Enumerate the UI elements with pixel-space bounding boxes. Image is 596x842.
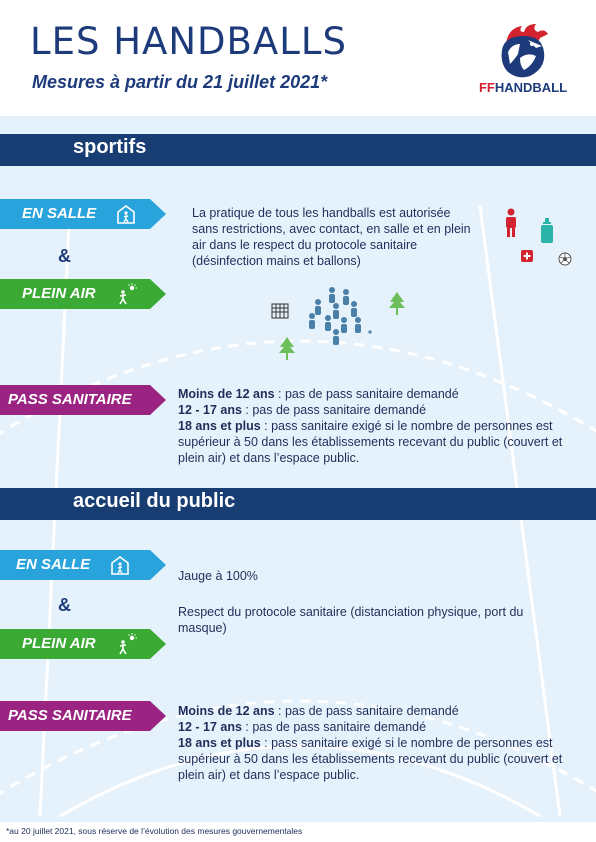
rule-text: : pas de pass sanitaire demandé <box>274 387 459 401</box>
section-title-sportifs: sportifs <box>73 136 147 158</box>
rule-text: : pas de pass sanitaire demandé <box>274 704 459 718</box>
age-group: 18 ans et plus <box>178 736 261 750</box>
header <box>0 0 596 116</box>
tag-label: PASS SANITAIRE <box>8 707 132 724</box>
tag-en-salle-public <box>0 550 168 580</box>
pass-line-under-12 <box>178 703 582 719</box>
page-subtitle: Mesures à partir du 21 juillet 2021* <box>32 72 328 92</box>
tag-label: EN SALLE <box>22 205 97 222</box>
public-protocole: Respect du protocole sanitaire (distanciation physique, port du masque) <box>178 605 524 635</box>
public-jauge: Jauge à 100% <box>178 569 258 583</box>
tag-label: PASS SANITAIRE <box>8 391 132 408</box>
section-title-public: accueil du public <box>73 490 236 512</box>
pass-line-12-17 <box>178 402 582 418</box>
age-group: 12 - 17 ans <box>178 403 242 417</box>
age-group: 18 ans et plus <box>178 419 261 433</box>
rule-text: : pas de pass sanitaire demandé <box>241 720 427 734</box>
public-pass-details <box>178 703 582 783</box>
tree-icon <box>386 290 408 316</box>
indoor-hall-icon <box>116 204 136 224</box>
hand-sanitizer-icon <box>539 218 555 244</box>
pass-line-under-12 <box>178 386 582 402</box>
tree-icon <box>276 335 298 361</box>
logo-prefix: FF <box>478 80 495 95</box>
ampersand-public: & <box>58 595 71 615</box>
sportifs-pass-details <box>178 386 582 466</box>
tag-plein-air-sportifs <box>0 279 168 309</box>
ffhandball-logo <box>468 22 578 102</box>
age-group: 12 - 17 ans <box>178 720 242 734</box>
tag-pass-sanitaire-sportifs <box>0 385 168 415</box>
pass-line-12-17 <box>178 719 582 735</box>
ball-icon <box>558 252 572 266</box>
tag-en-salle-sportifs <box>0 199 168 229</box>
sportifs-description: La pratique de tous les handballs est autorisée sans restrictions, avec contact, en salle et en plein air dans le respect du protocole sanitaire (désinfection mains et ballons) <box>192 206 471 268</box>
tag-pass-sanitaire-public <box>0 701 168 731</box>
pass-line-18-plus <box>178 418 582 466</box>
outdoor-sun-icon <box>114 633 138 655</box>
page-title: LES HANDBALLS <box>30 20 347 63</box>
pass-line-18-plus <box>178 735 582 783</box>
logo-wordmark <box>468 80 578 95</box>
indoor-hall-icon <box>110 555 130 575</box>
ampersand-sportifs: & <box>58 246 71 266</box>
rule-text: : pass sanitaire exigé si le nombre de personnes est supérieur à 50 dans les établissements recevant du public (couvert et plein air) et dans l’espace public. <box>178 736 563 782</box>
rule-text: : pas de pass sanitaire demandé <box>241 403 427 417</box>
logo-suffix: HANDBALL <box>494 80 568 95</box>
tag-label: PLEIN AIR <box>22 635 96 652</box>
rule-text: : pass sanitaire exigé si le nombre de personnes est supérieur à 50 dans les établissements recevant du public (couvert et plein air) et dans l’espace public. <box>178 419 563 465</box>
footnote: *au 20 juillet 2021, sous réserve de l’évolution des mesures gouvernementales <box>6 826 303 836</box>
first-aid-icon <box>521 250 533 262</box>
tag-label: PLEIN AIR <box>22 285 96 302</box>
rooster-logo-icon <box>468 22 578 80</box>
section-bar-sportifs <box>0 134 596 166</box>
tag-label: EN SALLE <box>16 556 91 573</box>
tag-plein-air-public <box>0 629 168 659</box>
section-bar-public <box>0 488 596 520</box>
age-group: Moins de 12 ans <box>178 704 275 718</box>
age-group: Moins de 12 ans <box>178 387 275 401</box>
outdoor-sun-icon <box>114 283 138 305</box>
person-icon <box>502 208 520 238</box>
